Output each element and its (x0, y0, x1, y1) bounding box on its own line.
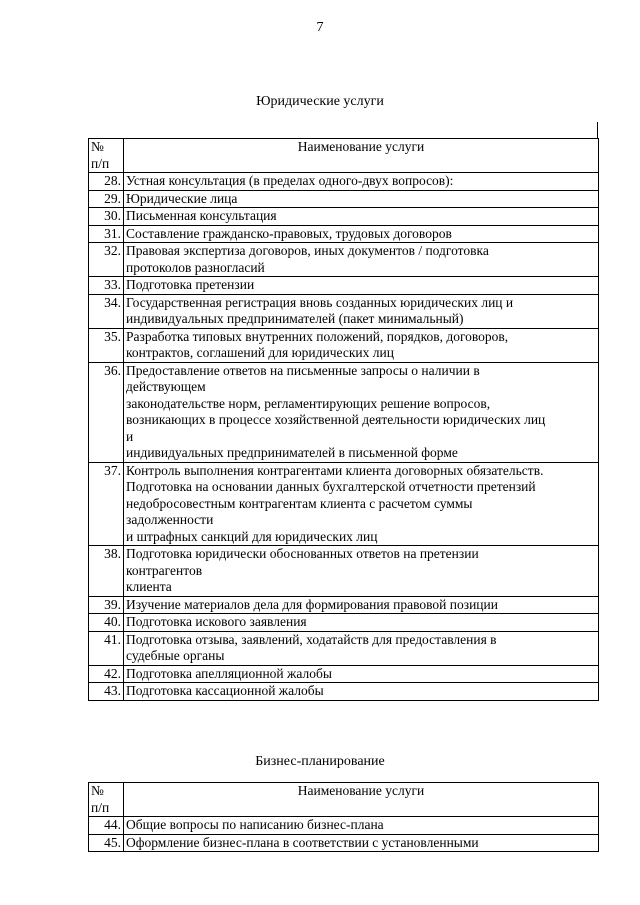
row-service-name: Оформление бизнес-плана в соответствии с установленными (124, 834, 599, 852)
row-service-name: Подготовка отзыва, заявлений, ходатайств для предоставления в судебные органы (124, 631, 599, 665)
section-title-legal: Юридические услуги (256, 94, 384, 109)
header-number: № п/п (89, 139, 124, 173)
row-service-name: Подготовка искового заявления (124, 614, 599, 632)
business-planning-table (88, 782, 599, 852)
row-number: 28. (89, 173, 124, 191)
row-number: 37. (89, 462, 124, 546)
header-service-name: Наименование услуги (124, 783, 599, 817)
row-service-name: Подготовка кассационной жалобы (124, 683, 599, 701)
table-row (89, 362, 599, 462)
table-row (89, 243, 599, 277)
row-number: 44. (89, 817, 124, 835)
row-service-name: Юридические лица (124, 190, 599, 208)
row-service-name: Разработка типовых внутренних положений, порядков, договоров, контрактов, соглашений для юридических лиц (124, 328, 599, 362)
row-service-name: Изучение материалов дела для формирования правовой позиции (124, 596, 599, 614)
table-row (89, 225, 599, 243)
row-service-name: Предоставление ответов на письменные запросы о наличии в действующем законодательстве норм, регламентирующих решение вопросов, возникающих в процессе хозяйственной деятельности юридических лиц и индивидуальных предпринимателей в письменной форме (124, 362, 599, 462)
table-row (89, 631, 599, 665)
row-number: 39. (89, 596, 124, 614)
row-number: 35. (89, 328, 124, 362)
row-service-name: Государственная регистрация вновь созданных юридических лиц и индивидуальных предпринимателей (пакет минимальный) (124, 294, 599, 328)
row-number: 33. (89, 277, 124, 295)
legal-services-table (88, 138, 599, 701)
row-number: 45. (89, 834, 124, 852)
table-row (89, 190, 599, 208)
row-number: 32. (89, 243, 124, 277)
row-service-name: Общие вопросы по написанию бизнес-плана (124, 817, 599, 835)
row-number: 43. (89, 683, 124, 701)
table-row (89, 208, 599, 226)
table-row (89, 462, 599, 546)
table-header-row (89, 783, 599, 817)
row-number: 31. (89, 225, 124, 243)
row-service-name: Подготовка апелляционной жалобы (124, 665, 599, 683)
row-number: 42. (89, 665, 124, 683)
row-number: 38. (89, 546, 124, 597)
header-service-name: Наименование услуги (124, 139, 599, 173)
row-service-name: Подготовка претензии (124, 277, 599, 295)
row-number: 34. (89, 294, 124, 328)
table-row (89, 277, 599, 295)
row-service-name: Правовая экспертиза договоров, иных документов / подготовка протоколов разногласий (124, 243, 599, 277)
header-number: № п/п (89, 783, 124, 817)
row-service-name: Письменная консультация (124, 208, 599, 226)
table-header-row (89, 139, 599, 173)
section-title-business: Бизнес-планирование (255, 754, 385, 769)
table-row (89, 614, 599, 632)
table-row (89, 328, 599, 362)
row-service-name: Составление гражданско-правовых, трудовых договоров (124, 225, 599, 243)
row-number: 36. (89, 362, 124, 462)
table-row (89, 294, 599, 328)
edge-mark (597, 122, 598, 138)
table-row (89, 596, 599, 614)
table-row (89, 683, 599, 701)
page-number: 7 (316, 20, 324, 35)
row-number: 41. (89, 631, 124, 665)
table-row (89, 817, 599, 835)
row-service-name: Устная консультация (в пределах одного-двух вопросов): (124, 173, 599, 191)
table-row (89, 173, 599, 191)
row-number: 29. (89, 190, 124, 208)
table-row (89, 546, 599, 597)
row-service-name: Подготовка юридически обоснованных ответов на претензии контрагентов клиента (124, 546, 599, 597)
row-number: 30. (89, 208, 124, 226)
row-service-name: Контроль выполнения контрагентами клиента договорных обязательств. Подготовка на основании данных бухгалтерской отчетности претензий недобросовестным контрагентам клиента с расчетом суммы задолженности и штрафных санкций для юридических лиц (124, 462, 599, 546)
table-row (89, 665, 599, 683)
table-row (89, 834, 599, 852)
row-number: 40. (89, 614, 124, 632)
